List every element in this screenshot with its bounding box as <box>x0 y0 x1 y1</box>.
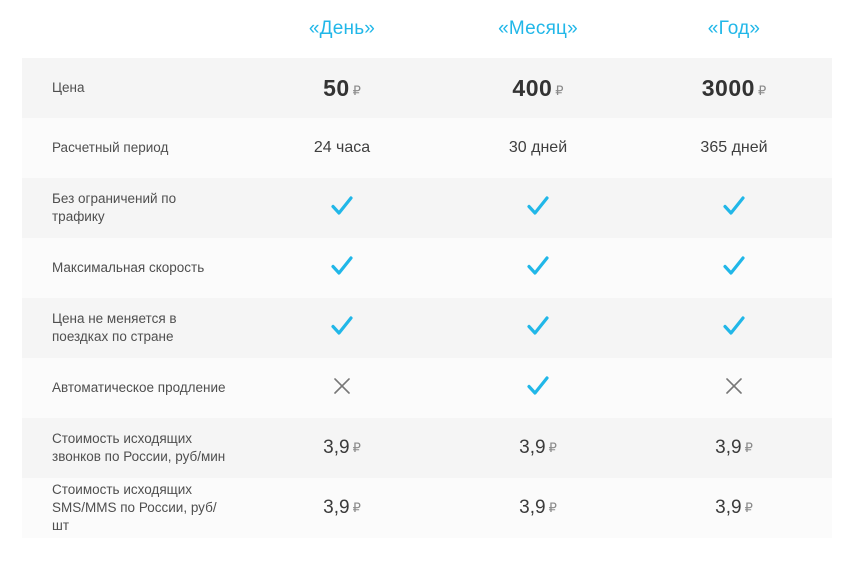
cell-2-0 <box>244 178 440 238</box>
currency-symbol: ₽ <box>352 500 361 515</box>
table-row <box>22 238 832 298</box>
check-icon <box>331 316 353 336</box>
cell-3-0 <box>244 238 440 298</box>
check-icon <box>331 256 353 276</box>
cell-0-1 <box>440 58 636 118</box>
cell-4-2 <box>636 298 832 358</box>
cell-4-0 <box>244 298 440 358</box>
tariff-table <box>22 0 832 538</box>
rate-amount: 3,9 <box>323 437 350 458</box>
cell-7-1 <box>440 478 636 538</box>
check-icon <box>527 376 549 396</box>
header-row <box>22 0 832 58</box>
cross-icon <box>725 377 743 395</box>
row-label: Цена не меняется в поездках по стране <box>22 298 244 358</box>
cell-0-0 <box>244 58 440 118</box>
table-row <box>22 478 832 538</box>
currency-symbol: ₽ <box>548 500 557 515</box>
table-row <box>22 178 832 238</box>
table-row <box>22 118 832 178</box>
row-label: Максимальная скорость <box>22 238 244 298</box>
cross-icon <box>333 377 351 395</box>
row-label: Стоимость исходящих звонков по России, руб/мин <box>22 418 244 478</box>
cell-2-1 <box>440 178 636 238</box>
row-label: Цена <box>22 58 244 118</box>
currency-symbol: ₽ <box>555 82 564 98</box>
rate-amount: 3,9 <box>715 437 742 458</box>
cell-6-0 <box>244 418 440 478</box>
check-icon <box>527 256 549 276</box>
cell-7-2 <box>636 478 832 538</box>
cell-3-1 <box>440 238 636 298</box>
currency-symbol: ₽ <box>744 440 753 455</box>
check-icon <box>723 256 745 276</box>
cell-6-1 <box>440 418 636 478</box>
cell-1-1 <box>440 118 636 178</box>
row-label: Без ограничений по трафику <box>22 178 244 238</box>
check-icon <box>723 316 745 336</box>
cell-1-0 <box>244 118 440 178</box>
cell-0-2 <box>636 58 832 118</box>
table-row <box>22 418 832 478</box>
price-amount: 50 <box>323 74 350 101</box>
cell-5-0 <box>244 358 440 418</box>
table-row <box>22 58 832 118</box>
row-label: Стоимость исходящих SMS/MMS по России, руб/шт <box>22 478 244 538</box>
currency-symbol: ₽ <box>548 440 557 455</box>
check-icon <box>723 196 745 216</box>
cell-2-2 <box>636 178 832 238</box>
cell-7-0 <box>244 478 440 538</box>
rate-amount: 3,9 <box>715 497 742 518</box>
table-header <box>22 0 832 58</box>
row-label: Автоматическое продление <box>22 358 244 418</box>
header-plan-month: «Месяц» <box>498 18 578 39</box>
table-body <box>22 58 832 538</box>
header-plan-day: «День» <box>308 18 376 39</box>
price-amount: 400 <box>512 74 553 101</box>
table-row <box>22 298 832 358</box>
check-icon <box>527 196 549 216</box>
cell-6-2 <box>636 418 832 478</box>
period-text: 24 часа <box>313 139 371 156</box>
rate-amount: 3,9 <box>519 437 546 458</box>
header-label-blank <box>22 0 244 58</box>
currency-symbol: ₽ <box>352 440 361 455</box>
cell-5-1 <box>440 358 636 418</box>
row-label: Расчетный период <box>22 118 244 178</box>
rate-amount: 3,9 <box>323 497 350 518</box>
currency-symbol: ₽ <box>757 82 767 98</box>
period-text: 365 дней <box>700 139 768 156</box>
rate-amount: 3,9 <box>519 497 546 518</box>
cell-1-2 <box>636 118 832 178</box>
table-row <box>22 358 832 418</box>
check-icon <box>331 196 353 216</box>
check-icon <box>527 316 549 336</box>
currency-symbol: ₽ <box>744 500 753 515</box>
cell-5-2 <box>636 358 832 418</box>
price-amount: 3000 <box>701 74 755 101</box>
period-text: 30 дней <box>508 139 568 156</box>
header-plan-year: «Год» <box>707 18 761 39</box>
cell-3-2 <box>636 238 832 298</box>
currency-symbol: ₽ <box>352 82 361 98</box>
cell-4-1 <box>440 298 636 358</box>
